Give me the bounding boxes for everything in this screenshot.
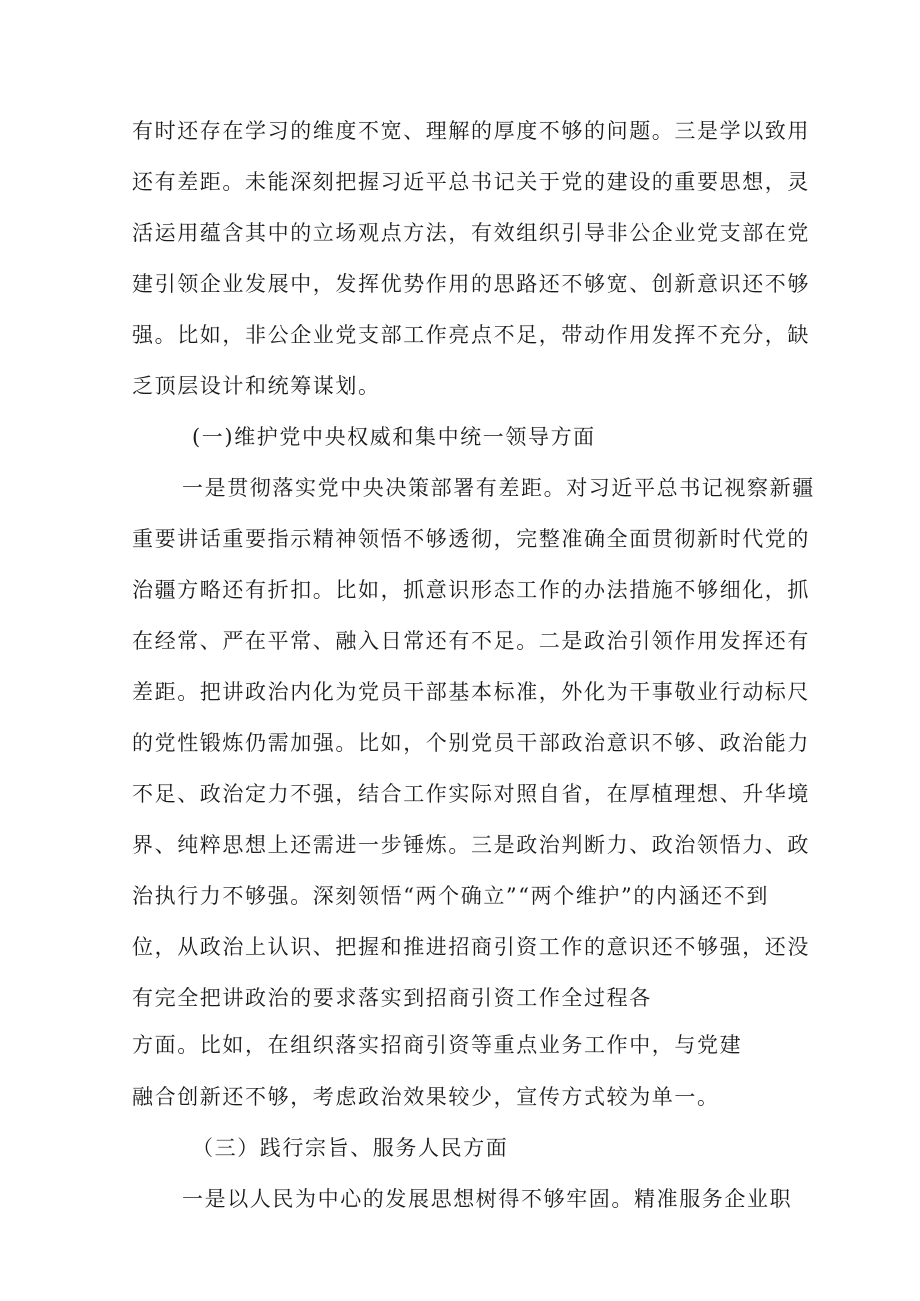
text-line: 界、纯粹思想上还需进一步锤炼。三是政治判断力、政治领悟力、政 [132, 833, 810, 857]
text-line: 差距。把讲政治内化为党员干部基本标准，外化为干事敬业行动标尺 [132, 680, 810, 704]
text-line: 有完全把讲政治的要求落实到招商引资工作全过程各 [132, 986, 652, 1010]
section-heading-central-authority: (一)维护党中央权威和集中统一领导方面 [192, 425, 596, 449]
text-line: 还有差距。未能深刻把握习近平总书记关于党的建设的重要思想，灵 [132, 170, 810, 194]
text-line: 乏顶层设计和统筹谋划。 [132, 374, 381, 398]
text-line: 方面。比如，在组织落实招商引资等重点业务工作中，与党建 [132, 1033, 743, 1057]
text-line: 建引领企业发展中，发挥优势作用的思路还不够宽、创新意识还不够 [132, 272, 810, 296]
text-line: 重要讲话重要指示精神领悟不够透彻，完整准确全面贯彻新时代党的 [132, 527, 810, 551]
text-line: 治疆方略还有折扣。比如，抓意识形态工作的办法措施不够细化，抓 [132, 578, 810, 602]
text-line: 的党性锻炼仍需加强。比如，个别党员干部政治意识不够、政治能力 [132, 731, 810, 755]
text-line: 一是贯彻落实党中央决策部署有差距。对习近平总书记视察新疆 [182, 476, 815, 500]
text-line: 融合创新还不够，考虑政治效果较少，宣传方式较为单一。 [132, 1085, 720, 1109]
text-line: 强。比如，非公企业党支部工作亮点不足，带动作用发挥不充分，缺 [132, 323, 810, 347]
text-line: 有时还存在学习的维度不宽、理解的厚度不够的问题。三是学以致用 [132, 119, 810, 143]
section-heading-serve-people: （三）践行宗旨、服务人民方面 [192, 1136, 509, 1160]
text-line: 一是以人民为中心的发展思想树得不够牢固。精准服务企业职 [182, 1187, 793, 1211]
text-line: 不足、政治定力不强，结合工作实际对照自省，在厚植理想、升华境 [132, 782, 810, 806]
text-line: 活运用蕴含其中的立场观点方法，有效组织引导非公企业党支部在党 [132, 221, 810, 245]
text-line: 在经常、严在平常、融入日常还有不足。二是政治引领作用发挥还有 [132, 629, 810, 653]
text-line: 治执行力不够强。深刻领悟“两个确立”“两个维护”的内涵还不到 [132, 884, 769, 908]
text-line: 位，从政治上认识、把握和推进招商引资工作的意识还不够强，还没 [132, 935, 810, 959]
